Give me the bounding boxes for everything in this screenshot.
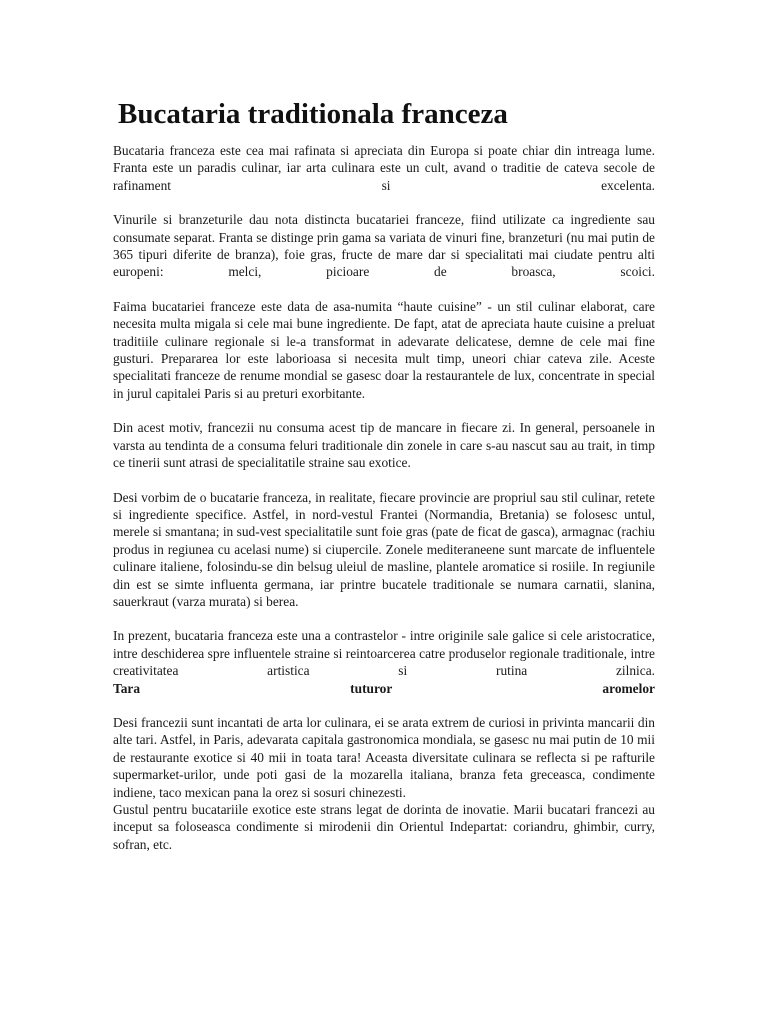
section-subheading [113,680,655,697]
paragraph-regional: Desi vorbim de o bucatarie franceza, in realitate, fiecare provincie are propriul sau stil culinar, retete si ingrediente specifice. Astfel, in nord-vestul Frantei (Normandia, Bretania) se folosesc untul, merele si smantana; in sud-vest specialitatile sunt foie gras (pate de ficat de gasca), armagnac (rachiu produs in regiunea cu acelasi nume) si ciupercile. Zonele mediteraneene sunt marcate de influentele culinare italiene, folosindu-se din belsug uleiul de masline, plantele aromatice si rosiile. In regiunile din est se simte influenta germana, iar printre bucatele traditionale se numara carnatii, slanina, sauerkraut (varza murata) si berea. [113,489,655,609]
subheading-word-2: tuturor [350,680,393,696]
document-title: Bucataria traditionala franceza [118,98,508,130]
paragraph-haute-cuisine: Faima bucatariei franceze este data de asa-numita “haute cuisine” - un stil culinar elaborat, care necesita multa migala si cele mai bune ingrediente. De fapt, atat de apreciata haute cuisine a preluat traditiile culinare regionale si le-a transformat in adevarate delicatese, demne de cele mai fine gusturi. Prepararea lor este laborioasa si necesita mult timp, uneori chiar cateva zile. Aceste specialitati franceze de renume mondial se gasesc doar la restaurantele de lux, concentrate in special in jurul capitalei Paris si au preturi exorbitante. [113,298,655,401]
paragraph-wines-cheeses: Vinurile si branzeturile dau nota distincta bucatariei franceze, fiind utilizate ca ingrediente sau consumate separat. Franta se distinge prin gama sa variata de vinuri fine, branzeturi (nu mai putin de 365 tipuri diferite de branza), foie gras, fructe de mare dar si specialitati mai ciudate pentru alti europeni: melci, picioare de broasca, scoici. [113,212,655,280]
paragraph-exotic-curiosity: Desi francezii sunt incantati de arta lor culinara, ei se arata extrem de curiosi in privinta mancarii din alte tari. Astfel, in Paris, adevarata capitala gastronomica mondiala, se gasesc nu mai putin de 10 mii de restaurante exotice si 40 mii in toata tara! Aceasta diversitate culinara se reflecta si pe rafturile supermarket-urilor, unde poti gasi de la mozarella italiana, branza feta greceasca, condimente indiene, taco mexican pana la orez si sosuri chinezesti. [113,714,655,800]
paragraph-daily-habits: Din acest motiv, francezii nu consuma acest tip de mancare in fiecare zi. In general, persoanele in varsta au tendinta de a consuma feluri traditionale din zonele in care s-au nascut sau au trait, in timp ce tinerii sunt atrasi de specialitatile straine sau exotice. [113,420,655,471]
paragraph-contrasts: In prezent, bucataria franceza este una a contrastelor - intre originile sale galice si cele aristocratice, intre deschiderea spre influentele straine si reintoarcerea catre produselor regionale traditionale, intre creativitatea artistica si rutina zilnica. [113,628,655,679]
paragraph-innovation: Gustul pentru bucatariile exotice este strans legat de dorinta de inovatie. Marii bucatari francezi au inceput sa foloseasca condimente si mirodenii din Orientul Indepartat: coriandru, ghimbir, curry, sofran, etc. [113,802,655,852]
paragraph-intro: Bucataria franceza este cea mai rafinata si apreciata din Europa si poate chiar din intreaga lume. Franta este un paradis culinar, iar arta culinara este un cult, avand o traditie de cateva secole de rafinament si excelenta. [113,143,655,193]
subheading-word-1: Tara [113,680,141,696]
subheading-word-3: aromelor [602,680,655,696]
document-page [113,96,655,853]
